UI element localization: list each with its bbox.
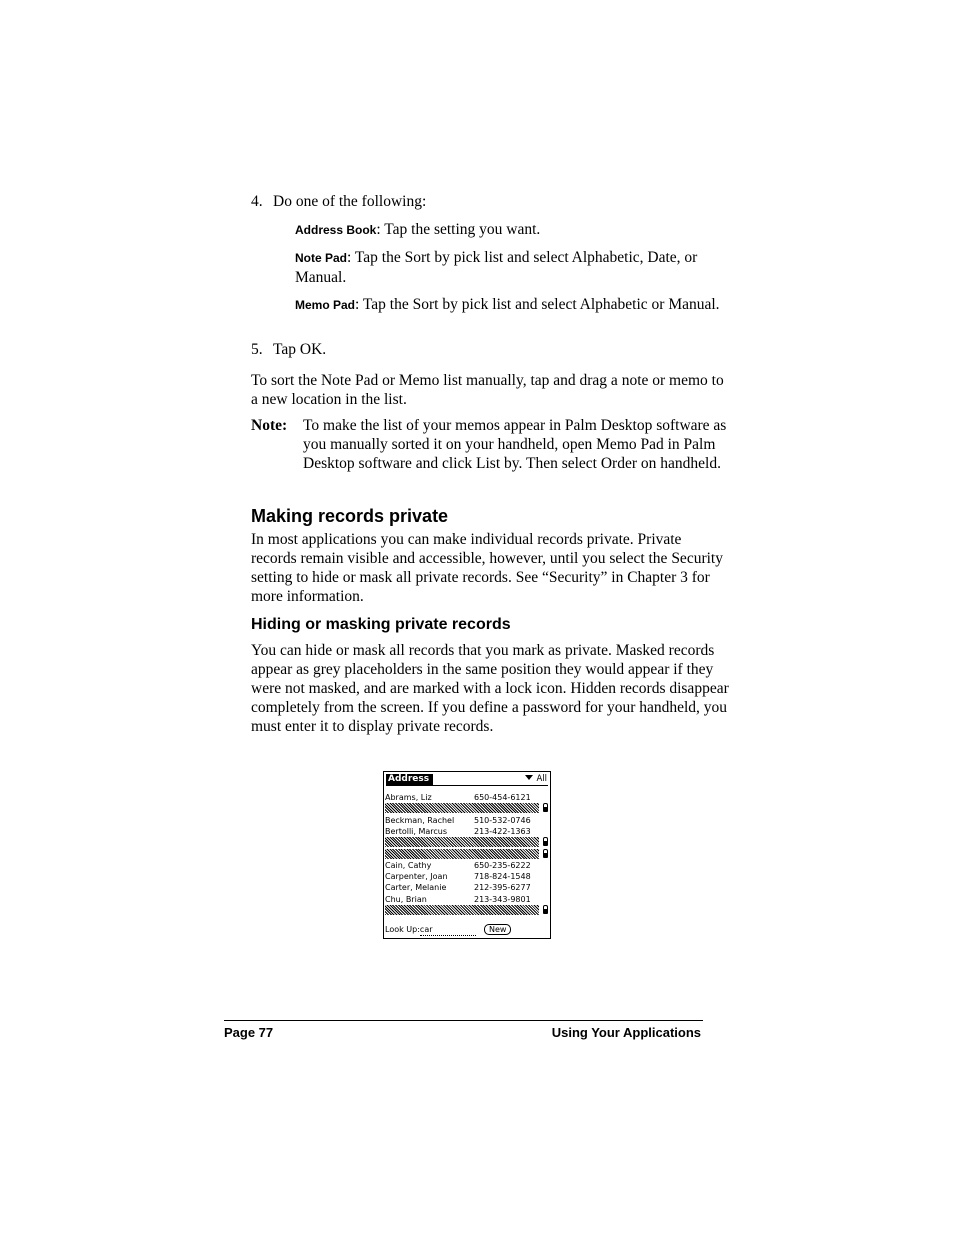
option-text: : Tap the Sort by pick list and select Alphabetic, Date, or Manual. [295,249,698,286]
record-phone: 650-454-6121 [474,793,531,802]
record-phone: 213-343-9801 [474,894,531,904]
lock-icon [543,853,548,858]
category-picker[interactable] [525,774,547,785]
step-number: 4. [251,193,263,210]
option-note-pad [295,248,735,287]
triangle-down-icon [525,775,533,780]
record-row[interactable] [385,860,547,871]
record-row[interactable] [385,826,547,837]
record-phone: 718-824-1548 [474,872,531,882]
category-value: All [536,774,547,784]
record-row[interactable] [385,792,547,803]
footer-rule [224,1020,703,1021]
option-text: : Tap the Sort by pick list and select Alphabetic or Manual. [355,296,720,313]
step-text: Tap OK. [273,341,327,358]
record-row[interactable] [385,815,547,826]
section-paragraph: In most applications you can make individual records private. Private records remain visible and accessible, however, until you select the Security setting to hide or mask all private records. See “Security” in Chapter 3 for more information. [251,531,723,605]
lock-icon [543,909,548,914]
masked-record[interactable] [385,803,539,813]
section-heading: Making records private [251,506,449,526]
record-phone: 650-235-6222 [474,860,531,870]
note-label: Note: [251,417,288,434]
step-text: Do one of the following: [273,193,427,210]
page-number: Page 77 [224,1025,274,1040]
option-memo-pad [295,295,735,315]
step-5 [251,340,326,359]
record-name: Beckman, Rachel [385,815,455,825]
option-label: Note Pad [295,251,348,265]
chapter-title: Using Your Applications [551,1025,701,1040]
sort-paragraph: To sort the Note Pad or Memo list manually, tap and drag a note or memo to a new location in the list. [251,372,724,408]
new-button[interactable]: New [484,924,511,935]
masked-record[interactable] [385,849,539,859]
record-name: Abrams, Liz [385,793,432,802]
masked-record[interactable] [385,905,539,915]
masked-record[interactable] [385,837,539,847]
record-name: Cain, Cathy [385,860,432,870]
record-name: Bertolli, Marcus [385,826,448,836]
subsection-heading: Hiding or masking private records [251,616,511,633]
step-number: 5. [251,341,263,358]
record-row[interactable] [385,882,547,893]
lookup-field[interactable] [385,924,476,936]
record-name: Chu, Brian [385,894,427,904]
option-text: : Tap the setting you want. [376,221,541,238]
palm-address-screen [383,771,551,939]
record-row[interactable] [385,871,547,882]
record-name: Carpenter, Joan [385,872,448,882]
record-phone: 510-532-0746 [474,815,531,825]
option-address-book [295,220,735,240]
note-text: To make the list of your memos appear in Palm Desktop software as you manually sorted it on your handheld, open Memo Pad in Palm Desktop software and click List by. Then select Order on handheld. [303,417,727,472]
note-block [251,416,729,492]
lookup-input[interactable]: car [420,924,476,936]
app-title: Address [386,774,433,785]
record-phone: 213-422-1363 [474,826,531,836]
record-phone: 212-395-6277 [474,883,531,893]
record-row[interactable] [385,894,547,905]
lock-icon [543,807,548,812]
record-name: Carter, Melanie [385,883,447,893]
subsection-paragraph: You can hide or mask all records that you mark as private. Masked records appear as grey placeholders in the same position they would appear if they were not masked, and are marked with a lock icon. Hidden records disappear completely from the screen. If you define a password for your handheld, you must enter it to display private records. [251,642,729,735]
lookup-label: Look Up: [385,925,420,934]
title-divider [386,785,548,786]
option-label: Memo Pad [295,298,356,312]
step-4 [251,192,426,211]
lock-icon [543,841,548,846]
option-label: Address Book [295,223,377,237]
